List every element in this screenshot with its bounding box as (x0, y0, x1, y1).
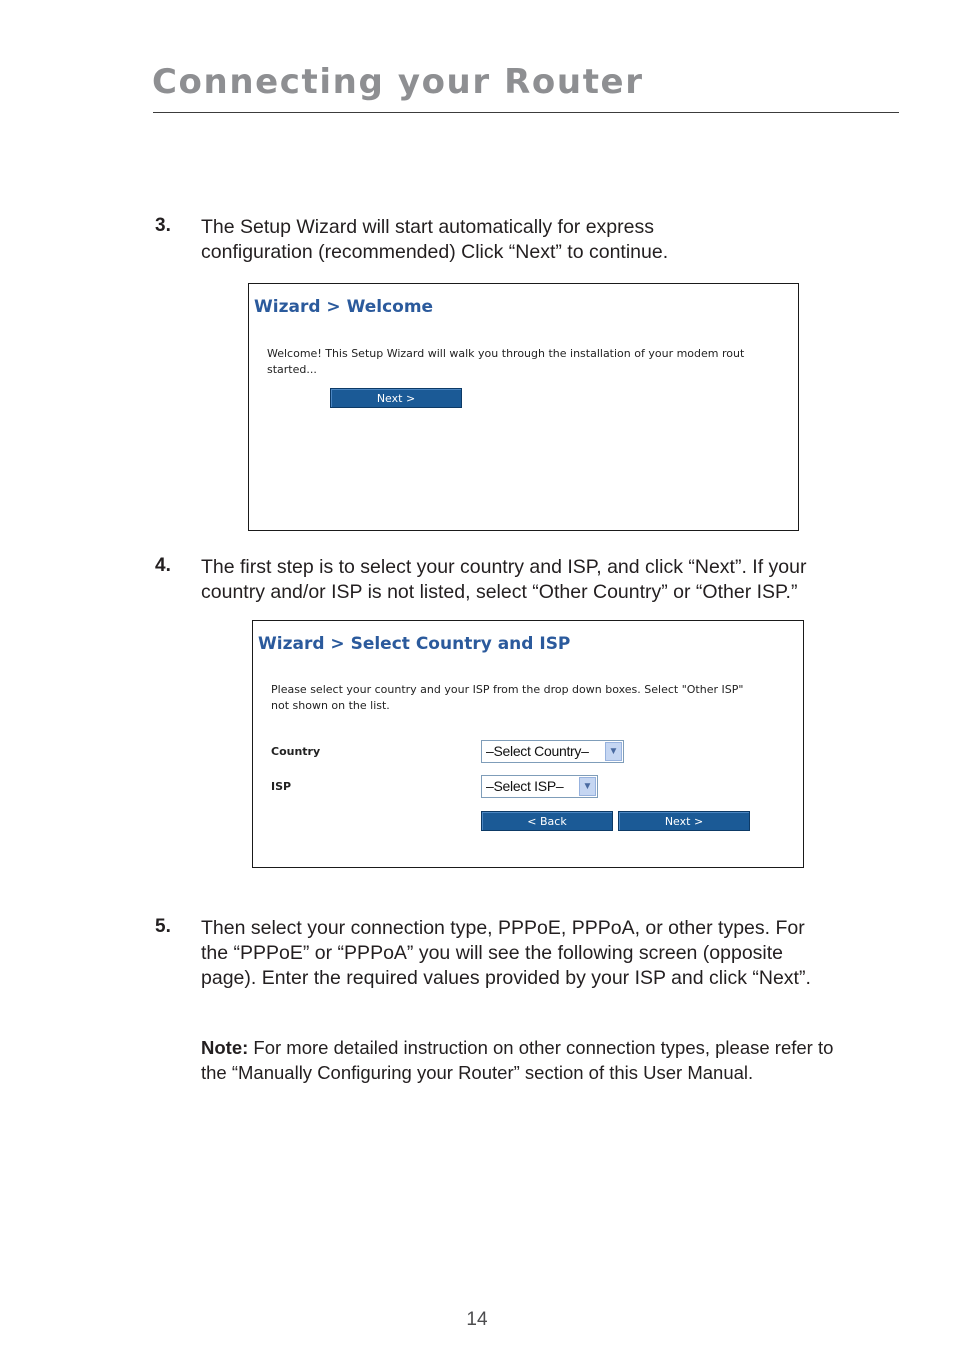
note-text: For more detailed instruction on other connection types, please refer to (248, 1037, 834, 1058)
country-next-button[interactable]: Next > (618, 811, 750, 831)
chevron-down-icon[interactable]: ▼ (579, 777, 596, 796)
step-4-number: 4. (155, 555, 171, 576)
step-5-line: the “PPPoE” or “PPPoA” you will see the following screen (opposite (201, 942, 784, 964)
note-label: Note: (201, 1037, 249, 1058)
country-instructions-line: Please select your country and your ISP from the drop down boxes. Select "Other ISP" (271, 683, 744, 696)
step-4-text (201, 555, 881, 605)
page-title: Connecting your Router (152, 62, 644, 102)
step-5-line: page). Enter the required values provided by your ISP and click “Next”. (201, 967, 811, 989)
welcome-wizard-title: Wizard > Welcome (254, 297, 434, 317)
country-isp-screenshot (252, 620, 804, 868)
note-line (201, 1035, 881, 1060)
step-3-line: configuration (recommended) Click “Next” to continue. (201, 241, 669, 263)
country-instructions (271, 682, 743, 714)
step-5-number: 5. (155, 916, 171, 937)
step-4-line: The first step is to select your country and ISP, and click “Next”. If your (201, 556, 807, 578)
country-select-value: –Select Country– (486, 743, 589, 759)
step-3-line: The Setup Wizard will start automatically for express (201, 216, 654, 238)
back-button[interactable]: < Back (481, 811, 613, 831)
title-divider (153, 112, 899, 113)
country-label: Country (271, 745, 321, 758)
welcome-next-button[interactable]: Next > (330, 388, 462, 408)
welcome-message (267, 346, 744, 378)
step-5-text (201, 916, 881, 991)
welcome-message-line: Welcome! This Setup Wizard will walk you through the installation of your modem rout (267, 347, 745, 360)
isp-select-value: –Select ISP– (486, 778, 564, 794)
page-number: 14 (466, 1309, 488, 1330)
note (201, 1035, 881, 1085)
country-wizard-title: Wizard > Select Country and ISP (258, 634, 571, 654)
note-line: the “Manually Configuring your Router” section of this User Manual. (201, 1062, 754, 1083)
country-instructions-line: not shown on the list. (271, 699, 390, 712)
step-4-line: country and/or ISP is not listed, select “Other Country” or “Other ISP.” (201, 581, 798, 603)
step-5-line: Then select your connection type, PPPoE, PPPoA, or other types. For (201, 917, 805, 939)
welcome-message-line: started... (267, 363, 317, 376)
country-select[interactable] (481, 740, 624, 763)
step-3-text (201, 215, 881, 265)
isp-select[interactable] (481, 775, 598, 798)
chevron-down-icon[interactable]: ▼ (605, 742, 622, 761)
isp-label: ISP (271, 780, 292, 793)
step-3-number: 3. (155, 215, 171, 236)
welcome-screenshot (248, 283, 799, 531)
